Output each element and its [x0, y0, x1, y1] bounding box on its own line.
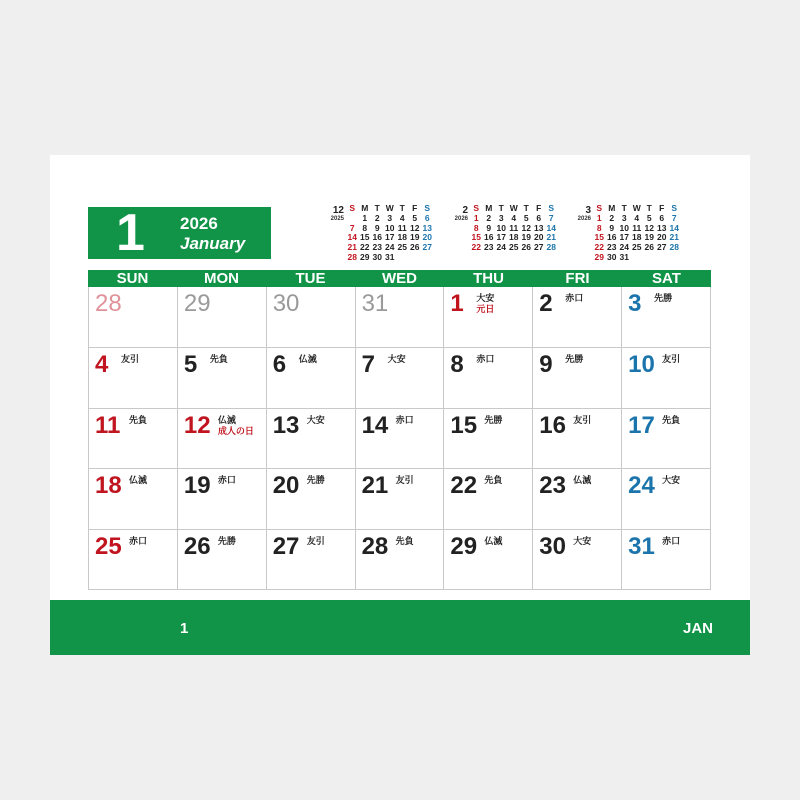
- day-number: 26: [183, 532, 211, 560]
- mini-day: 20: [657, 232, 667, 243]
- mini-day: 24: [496, 242, 506, 253]
- mini-day: 16: [372, 232, 382, 243]
- mini-day: 26: [644, 242, 654, 253]
- day-cell[interactable]: [89, 347, 178, 407]
- mini-weekday-header: T: [523, 203, 529, 213]
- year-label: 2026: [180, 214, 218, 233]
- mini-day: 11: [632, 222, 642, 233]
- day-number: 15: [450, 411, 478, 439]
- mini-grid: [470, 204, 558, 253]
- mini-day: 25: [397, 242, 407, 253]
- day-number: 18: [95, 472, 122, 500]
- month-number: 1: [116, 204, 145, 262]
- mini-day: 10: [385, 222, 395, 233]
- mini-day: 11: [509, 222, 519, 233]
- mini-day: 7: [671, 212, 677, 223]
- day-cell[interactable]: [622, 408, 711, 468]
- mini-weekday-header: M: [361, 203, 369, 213]
- day-cell[interactable]: [267, 347, 356, 407]
- day-cell[interactable]: [267, 287, 356, 347]
- mini-day: 20: [534, 232, 544, 243]
- mini-month-number: 12: [332, 205, 344, 216]
- mini-month-number: 3: [585, 205, 591, 216]
- day-number: 5: [183, 351, 198, 379]
- rokuyo-label: 先勝: [217, 535, 236, 546]
- mini-day: 9: [374, 222, 380, 233]
- weekday-tue: TUE: [295, 270, 326, 287]
- mini-day: 14: [669, 222, 679, 233]
- weekday-fri: FRI: [565, 270, 590, 287]
- day-cell[interactable]: [444, 287, 533, 347]
- day-number: 8: [450, 351, 464, 379]
- mini-day: 7: [349, 222, 355, 233]
- mini-day: 16: [484, 232, 494, 243]
- rokuyo-label: 仏滅: [217, 414, 236, 425]
- holiday-label: 成人の日: [217, 425, 254, 436]
- rokuyo-label: 友引: [306, 535, 325, 546]
- mini-weekday-header: M: [485, 203, 493, 213]
- rokuyo-label: 赤口: [662, 535, 681, 546]
- day-grid: [88, 287, 711, 590]
- mini-day: 19: [521, 232, 531, 243]
- mini-weekday-header: S: [671, 203, 678, 213]
- rokuyo-label: 赤口: [395, 414, 414, 425]
- mini-day: 25: [509, 242, 519, 253]
- day-number: 31: [628, 532, 655, 560]
- rokuyo-label: 友引: [573, 414, 592, 425]
- day-number: 3: [628, 290, 642, 317]
- rokuyo-label: 先負: [129, 414, 148, 425]
- rokuyo-label: 友引: [121, 354, 140, 365]
- mini-day: 28: [347, 251, 357, 262]
- mini-weekday-header: S: [473, 203, 480, 213]
- mini-day: 27: [657, 242, 667, 253]
- mini-day: [643, 253, 656, 263]
- mini-day: 7: [548, 212, 554, 223]
- mini-weekday-header: T: [399, 203, 405, 213]
- mini-weekday-header: T: [646, 203, 652, 213]
- mini-day: 24: [619, 242, 629, 253]
- mini-day: 31: [385, 251, 395, 262]
- day-cell[interactable]: [89, 408, 178, 468]
- rokuyo-label: 先勝: [654, 293, 673, 303]
- mini-weekday-header: S: [596, 203, 603, 213]
- mini-day: 2: [374, 212, 380, 223]
- rokuyo-label: 大安: [662, 475, 681, 486]
- mini-day: 23: [607, 242, 617, 253]
- mini-day: 4: [399, 212, 405, 223]
- day-number: 29: [183, 290, 211, 317]
- rokuyo-label: 先負: [662, 414, 681, 425]
- mini-year: 2026: [454, 216, 468, 222]
- holiday-label: 元日: [476, 304, 495, 314]
- mini-day: [656, 253, 669, 263]
- rokuyo-label: 大安: [573, 535, 592, 546]
- rokuyo-label: 仏滅: [573, 475, 592, 486]
- rokuyo-label: 仏滅: [298, 354, 317, 365]
- mini-weekday-header: F: [536, 203, 542, 213]
- mini-weekday-header: T: [621, 203, 627, 213]
- mini-year: 2025: [330, 216, 344, 222]
- day-cell[interactable]: [622, 468, 711, 528]
- mini-day: 6: [424, 212, 430, 223]
- day-cell[interactable]: [178, 468, 267, 528]
- weekday-thu: THU: [473, 270, 504, 287]
- mini-day: 17: [496, 232, 506, 243]
- mini-weekday-header: S: [424, 203, 431, 213]
- day-cell[interactable]: [533, 287, 622, 347]
- day-number: 16: [539, 411, 566, 439]
- mini-day: 27: [534, 242, 544, 253]
- mini-day: 8: [362, 222, 368, 233]
- mini-day: 4: [634, 212, 640, 223]
- mini-day: 29: [360, 251, 370, 262]
- rokuyo-label: 仏滅: [129, 475, 148, 486]
- day-number: 12: [183, 411, 211, 439]
- day-number: 22: [450, 472, 478, 500]
- rokuyo-label: 赤口: [476, 354, 495, 365]
- rokuyo-label: 赤口: [565, 293, 584, 303]
- mini-weekday-header: M: [608, 203, 616, 213]
- mini-day: 5: [646, 212, 652, 223]
- day-cell[interactable]: [178, 529, 267, 589]
- day-number: 19: [183, 472, 211, 500]
- day-cell[interactable]: [356, 468, 445, 528]
- mini-day: 20: [422, 232, 432, 243]
- rokuyo-label: 友引: [395, 475, 414, 486]
- day-number: 13: [272, 411, 300, 439]
- day-cell[interactable]: [444, 408, 533, 468]
- day-number: 29: [450, 532, 478, 560]
- mini-day: 16: [607, 232, 617, 243]
- mini-day: 8: [473, 222, 479, 233]
- mini-grid: [346, 204, 434, 263]
- day-number: 21: [361, 472, 389, 500]
- day-number: 17: [628, 411, 655, 439]
- mini-weekday-header: S: [548, 203, 555, 213]
- mini-day: 18: [632, 232, 642, 243]
- mini-day: 6: [659, 212, 665, 223]
- mini-day: 2: [609, 212, 615, 223]
- mini-day: 28: [669, 242, 679, 253]
- weekday-sat: SAT: [652, 270, 681, 287]
- rokuyo-label: 友引: [662, 354, 681, 365]
- mini-day: [421, 253, 434, 263]
- day-number: 30: [539, 532, 566, 560]
- day-number: 27: [272, 532, 300, 560]
- mini-day: 3: [498, 212, 504, 223]
- rokuyo-label: 先勝: [306, 475, 325, 486]
- mini-day: 19: [410, 232, 420, 243]
- day-number: 25: [95, 532, 122, 560]
- rokuyo-label: 赤口: [129, 535, 148, 546]
- month-name: January: [180, 234, 246, 253]
- mini-weekday-header: T: [374, 203, 380, 213]
- mini-day: 30: [372, 251, 382, 262]
- mini-day: 22: [594, 242, 604, 253]
- mini-day: 13: [534, 222, 544, 233]
- day-cell[interactable]: [622, 529, 711, 589]
- mini-day: 10: [496, 222, 506, 233]
- rokuyo-label: 先負: [209, 354, 228, 365]
- mini-day: [631, 253, 644, 263]
- mini-day: 22: [471, 242, 481, 253]
- mini-day: 6: [536, 212, 542, 223]
- mini-day: 26: [410, 242, 420, 253]
- day-cell[interactable]: [178, 347, 267, 407]
- mini-day: 31: [619, 251, 629, 262]
- mini-weekday-header: S: [349, 203, 356, 213]
- mini-day: 12: [644, 222, 654, 233]
- month-abbreviation: JAN: [682, 620, 713, 637]
- mini-weekday-header: W: [385, 203, 394, 213]
- day-number: 24: [628, 472, 655, 500]
- mini-day: 3: [387, 212, 393, 223]
- day-number: 14: [361, 411, 389, 439]
- mini-day: 2: [486, 212, 492, 223]
- mini-day: 13: [422, 222, 432, 233]
- mini-weekday-header: T: [498, 203, 504, 213]
- mini-day: 17: [385, 232, 395, 243]
- mini-day: 30: [607, 251, 617, 262]
- day-cell[interactable]: [444, 468, 533, 528]
- mini-day: 9: [486, 222, 492, 233]
- mini-day: 21: [669, 232, 679, 243]
- day-number: 23: [539, 472, 566, 500]
- day-cell[interactable]: [444, 347, 533, 407]
- page-number: 1: [180, 620, 189, 637]
- footer-bar: [50, 600, 750, 655]
- day-cell[interactable]: [89, 468, 178, 528]
- day-cell[interactable]: [356, 347, 445, 407]
- mini-calendar-next-next: [577, 204, 697, 266]
- mini-day: 15: [594, 232, 604, 243]
- day-cell[interactable]: [267, 408, 356, 468]
- day-number: 20: [272, 472, 300, 500]
- day-cell[interactable]: [622, 347, 711, 407]
- mini-month-number: 2: [462, 205, 468, 216]
- day-cell[interactable]: [444, 529, 533, 589]
- day-cell[interactable]: [533, 529, 622, 589]
- mini-day: 4: [511, 212, 517, 223]
- day-number: 31: [361, 290, 389, 317]
- mini-day: 1: [596, 212, 602, 223]
- day-number: 11: [95, 411, 121, 439]
- mini-day: 1: [473, 212, 479, 223]
- mini-day: 21: [347, 242, 357, 253]
- rokuyo-label: 先負: [395, 535, 414, 546]
- mini-day: 23: [484, 242, 494, 253]
- weekday-mon: MON: [204, 270, 239, 287]
- day-cell[interactable]: [533, 468, 622, 528]
- mini-day: 5: [523, 212, 529, 223]
- mini-day: 27: [422, 242, 432, 253]
- mini-year: 2026: [577, 216, 591, 222]
- mini-day: [409, 253, 422, 263]
- mini-day: 26: [521, 242, 531, 253]
- mini-day: 15: [471, 232, 481, 243]
- mini-day: 24: [385, 242, 395, 253]
- day-number: 9: [539, 351, 553, 379]
- rokuyo-label: 先勝: [565, 354, 584, 365]
- mini-day: 9: [609, 222, 615, 233]
- day-number: 2: [539, 290, 553, 317]
- day-cell[interactable]: [267, 529, 356, 589]
- mini-weekday-header: F: [659, 203, 665, 213]
- mini-grid: [593, 204, 681, 263]
- day-number: 6: [272, 351, 287, 379]
- rokuyo-label: 先負: [484, 475, 503, 486]
- mini-day: 11: [397, 222, 407, 233]
- day-cell[interactable]: [178, 287, 267, 347]
- mini-day: 23: [372, 242, 382, 253]
- day-number: 7: [361, 351, 375, 379]
- mini-day: 10: [619, 222, 629, 233]
- rokuyo-label: 大安: [476, 293, 495, 303]
- rokuyo-label: 先勝: [484, 414, 503, 425]
- mini-calendar-next: [454, 204, 574, 266]
- day-number: 30: [272, 290, 300, 317]
- day-cell[interactable]: [267, 468, 356, 528]
- mini-weekday-header: F: [412, 203, 418, 213]
- mini-day: 14: [347, 232, 357, 243]
- mini-day: 18: [397, 232, 407, 243]
- mini-day: 8: [596, 222, 602, 233]
- rokuyo-label: 大安: [306, 414, 325, 425]
- mini-day: 1: [362, 212, 368, 223]
- day-cell[interactable]: [622, 287, 711, 347]
- mini-day: [668, 253, 681, 263]
- weekday-sun: SUN: [116, 270, 149, 287]
- day-number: 28: [361, 532, 389, 560]
- day-cell[interactable]: [89, 287, 178, 347]
- day-number: 1: [450, 290, 464, 317]
- mini-day: 15: [360, 232, 370, 243]
- day-cell[interactable]: [533, 347, 622, 407]
- day-cell[interactable]: [89, 529, 178, 589]
- day-cell[interactable]: [178, 408, 267, 468]
- month-title-box: [88, 204, 271, 262]
- day-number: 4: [95, 351, 109, 379]
- weekday-wed: WED: [382, 270, 417, 287]
- day-cell[interactable]: [533, 408, 622, 468]
- day-cell[interactable]: [356, 529, 445, 589]
- mini-day: 21: [546, 232, 556, 243]
- mini-weekday-header: W: [509, 203, 518, 213]
- mini-day: 5: [412, 212, 418, 223]
- mini-day: 3: [621, 212, 627, 223]
- mini-day: 28: [546, 242, 556, 253]
- mini-day: 29: [594, 251, 604, 262]
- day-cell[interactable]: [356, 408, 445, 468]
- calendar-sheet: [50, 155, 750, 655]
- mini-day: 19: [644, 232, 654, 243]
- mini-calendar-prev: [330, 204, 450, 266]
- rokuyo-label: 大安: [387, 354, 406, 365]
- mini-day: 13: [657, 222, 667, 233]
- mini-day: 18: [509, 232, 519, 243]
- mini-day: 22: [360, 242, 370, 253]
- day-cell[interactable]: [356, 287, 445, 347]
- day-number: 10: [628, 351, 655, 379]
- weekday-header: [88, 270, 711, 287]
- mini-day: 25: [632, 242, 642, 253]
- mini-weekday-header: W: [632, 203, 641, 213]
- mini-day: [396, 253, 409, 263]
- mini-day: 12: [521, 222, 531, 233]
- mini-day: 12: [410, 222, 420, 233]
- day-number: 28: [95, 290, 122, 317]
- mini-day: 14: [546, 222, 556, 233]
- rokuyo-label: 赤口: [217, 475, 236, 486]
- mini-day: 17: [619, 232, 629, 243]
- rokuyo-label: 仏滅: [484, 535, 503, 546]
